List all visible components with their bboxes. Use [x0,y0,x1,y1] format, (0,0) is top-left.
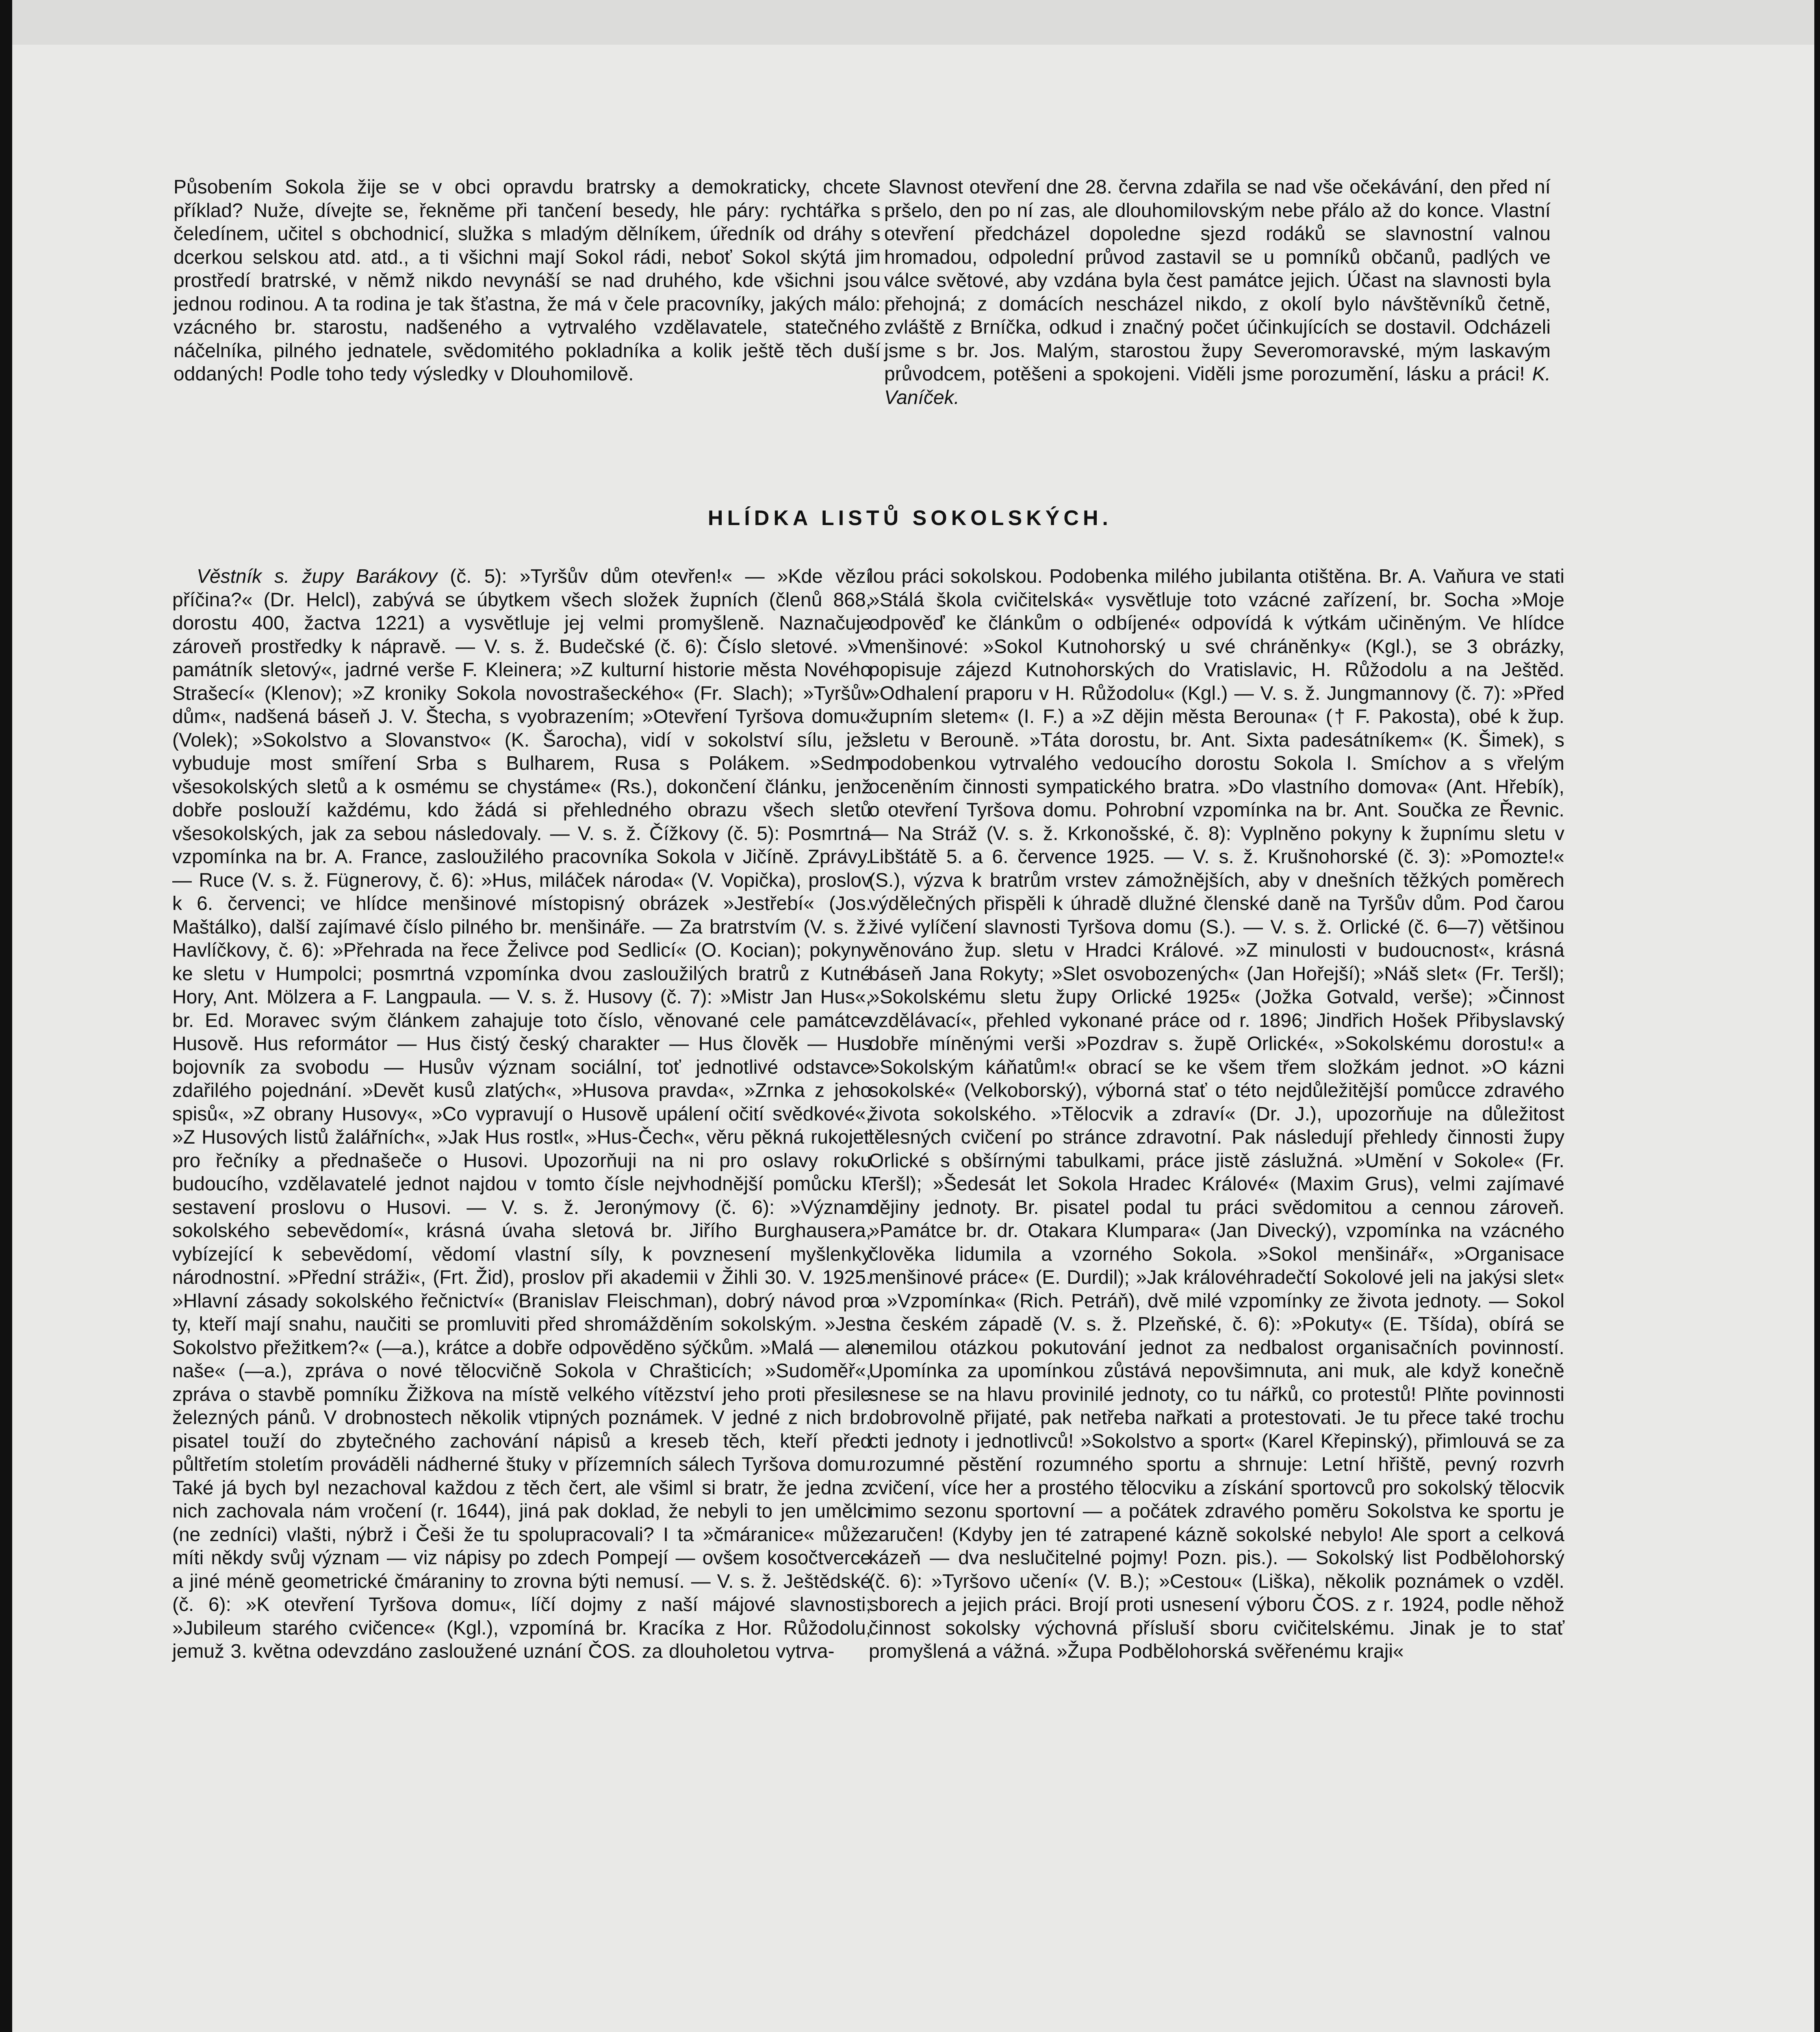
article-signature: K. Vaníček. [884,363,1551,408]
section-title: HLÍDKA LISTŮ SOKOLSKÝCH. [708,506,1112,530]
article-top-left-column [174,176,881,386]
page-right-edge [1814,0,1820,2032]
page-top-edge [0,0,1820,45]
main-left-column [172,565,871,1663]
main-left-text: (č. 5): »Tyršův dům otevřen!« — »Kde vězí příčina?« (Dr. Helcl), zabývá se úbytkem všech složek župních (členů 868, dorostu 400, žactva 1221) a vysvětluje jej velmi promyšleně. Naznačuje zároveň prostředky k nápravě. — V. s. ž. Budečské (č. 6): Číslo sletové. »V památník sletový«, jadrné verše F. Kleinera; »Z kulturní historie města Nového Strašecí« (Klenov); »Z kroniky Sokola novostrašeckého« (Fr. Slach); »Tyršův dům«, nadšená báseň J. V. Štecha, s vyobrazením; »Otevření Tyršova domu« (Volek); »Sokolstvo a Slovanstvo« (K. Šarocha), vidí v sokolství sílu, jež vybuduje most smíření Srba s Bulharem, Rusa s Polákem. »Sedm všesokolských sletů a k osmému se chystáme« (Rs.), dokončení článku, jenž dobře poslouží každému, kdo žádá si přehledného obrazu všech sletů všesokolských, jak za sebou následovaly. — V. s. ž. Čížkovy (č. 5): Posmrtná vzpomínka na br. A. France, zasloužilého pracovníka Sokola v Jičíně. Zprávy. — Ruce (V. s. ž. Fügnerovy, č. 6): »Hus, miláček národa« (V. Vopička), proslov k 6. červenci; ve hlídce menšinové místopisný obrázek »Jestřebí« (Jos. Maštálko), další zajímavé číslo pilného br. menšináře. — Za bratrstvím (V. s. ž. Havlíčkovy, č. 6): »Přehrada na řece Želivce pod Sedlicí« (O. Kocian); pokyny ke sletu v Humpolci; posmrtná vzpomínka dvou zasloužilých bratrů z Kutné Hory, Ant. Mölzera a F. Langpaula. — V. s. ž. Husovy (č. 7): »Mistr Jan Hus«, br. Ed. Moravec svým článkem zahajuje toto číslo, věnované cele památce Husově. Hus reformátor — Hus čistý český charakter — Hus člověk — Hus bojovník za svobodu — Husův význam sociální, toť jednotlivé odstavce zdařilého pojednání. »Devět kusů zlatých«, »Husova pravda«, »Zrnka z jeho spisů«, »Z obrany Husovy«, »Co vypravují o Husově upálení očití svědkové«, »Z Husových listů žalářních«, »Jak Hus rostl«, »Hus-Čech«, věru pěkná rukojeť pro řečníky a přednašeče o Husovi. Upozorňuji na ni pro oslavy roku budoucího, vzdělavatelé jednot najdou v tomto čísle nejvhodnější pomůcku k sestavení proslovu o Husovi. — V. s. ž. Jeronýmovy (č. 6): »Význam sokolského sebevědomí«, krásná úvaha sletová br. Jiřího Burghausera, vybízející k sebevědomí, vědomí vlastní síly, k povznesení myšlenky národnostní. »Přední stráži«, (Frt. Žid), proslov při akademii v Žihli 30. V. 1925. »Hlavní zásady sokolského řečnictví« (Branislav Fleischman), dobrý návod pro ty, kteří mají snahu, naučiti se promluviti před shromážděním sokolským. »Jest Sokolstvo přežitkem?« (—a.), krátce a dobře odpověděno sýčkům. »Malá — ale naše« (—a.), zpráva o nové tělocvičně Sokola v Chrašticích; »Sudoměř«, zpráva o stavbě pomníku Žižkova na místě velkého vítězství jeho proti přesile železných pánů. V drobnostech několik vtipných poznámek. V jedné z nich br. pisatel touží do zbytečného zachování nápisů a kreseb těch, kteří před půltřetím stoletím prováděli nádherné štuky v přízemních sálech Tyršova domu. Také já bych byl nezachoval každou z těch čert, ale všiml si bratr, že jedna z nich zachovala nám vročení (r. 1644), jiná pak doklad, že nebyli to jen umělci (ne zedníci) vlašti, nýbrž i Češi že tu spolupracovali? I ta »čmáranice« může míti někdy svůj význam — viz nápisy po zdech Pompejí — ovšem kosočtverce a jiné méně geometrické čmáraniny to zrovna býti nemusí. — V. s. ž. Ještědské (č. 6): »K otevření Tyršova domu«, líčí dojmy z naší májové slavnosti; »Jubileum starého cvičence« (Kgl.), vzpomíná br. Kracíka z Hor. Růžodolu, jemuž 3. května odevzdáno zasloužené uznání ČOS. za dlouholetou vytrva- [172,566,872,1662]
main-left-lead-title: Věstník s. župy Barákovy [197,566,438,587]
main-left-paragraph [172,565,871,1663]
article-top-left-text: Působením Sokola žije se v obci opravdu bratrsky a demokraticky, chcete příklad? Nuže, dívejte se, řekněme při tančení besedy, hle páry: rychtářka s čeledínem, učitel s obchodnicí, služka s mladým dělníkem, úředník od dráhy s dcerkou selskou atd. atd., a ti všichni mají Sokol rádi, neboť Sokol skýtá jim prostředí bratrské, v němž nikdo nevynáší se nad druhého, kde všichni jsou jednou rodinou. A ta rodina je tak šťastna, že má v čele pracovníky, jakých málo: vzácného br. starostu, nadšeného a vytrvalého vzdělavatele, statečného náčelníka, pilného jednatele, svědomitého pokladníka a kolik ještě těch duší oddaných! Podle toho tedy výsledky v Dlouhomilově. [174,176,881,385]
article-top-right-column [884,176,1551,409]
article-top-right-text: Slavnost otevření dne 28. června zdařila se nad vše očekávání, den před ní pršelo, den po ní zas, ale dlouhomilovským nebe přálo až do konce. Vlastní otevření předcházel dopoledne sjezd rodáků se slavnostní valnou hromadou, odpolední průvod zastavil se u pomníků občanů, padlých ve válce světové, aby vzdána byla čest památce jejich. Účast na slavnosti byla přehojná; z domácích nescházel nikdo, z okolí bylo návštěvníků četně, zvláště z Brníčka, odkud i značný počet účinkujících se dostavil. Odcházeli jsme s br. Jos. Malým, starostou župy Severomoravské, mým laskavým průvodcem, potěšeni a spokojeni. Viděli jsme porozumění, lásku a práci! [884,176,1551,385]
main-right-column [869,565,1564,1663]
page-left-edge [0,0,12,2032]
main-right-text: lou práci sokolskou. Podobenka milého jubilanta otištěna. Br. A. Vaňura ve stati »Stálá škola cvičitelská« vysvětluje toto vzácné zařízení, br. Socha »Moje odpověď ke článkům o odbíjené« odpovídá k výtkám učiněným. Ve hlídce menšinové: »Sokol Kutnohorský u své chráněnky« (Kgl.), se 3 obrázky, popisuje zájezd Kutnohorských do Vratislavic, H. Růžodolu a na Ještěd. »Odhalení praporu v H. Růžodolu« (Kgl.) — V. s. ž. Jungmannovy (č. 7): »Před župním sletem« (I. F.) a »Z dějin města Berouna« († F. Pakosta), obé k žup. sletu v Berouně. »Táta dorostu, br. Ant. Sixta padesátníkem« (K. Šimek), s podobenkou vytrvalého vedoucího dorostu Sokola I. Smíchov a s vřelým oceněním činnosti sympatického bratra. »Do vlastního domova« (Ant. Hřebík), o otevření Tyršova domu. Pohrobní vzpomínka na br. Ant. Součka ze Řevnic. — Na Stráž (V. s. ž. Krkonošské, č. 8): Vyplněno pokyny k župnímu sletu v Libštátě 5. a 6. července 1925. — V. s. ž. Krušnohorské (č. 3): »Pomozte!« (S.), výzva k bratrům vrstev zámožnějších, aby v dnešních těžkých poměrech výdělečných přispěli k úhradě dlužné členské daně na Tyršův dům. Pod čarou živé vylíčení slavnosti Tyršova domu (S.). — V. s. ž. Orlické (č. 6—7) většinou věnováno žup. sletu v Hradci Králové. »Z minulosti v budoucnost«, krásná báseň Jana Rokyty; »Slet osvobozených« (Jan Hořejší); »Náš slet« (Fr. Teršl); »Sokolskému sletu župy Orlické 1925« (Jožka Gotvald, verše); »Činnost vzdělávací«, přehled vykonané práce od r. 1896; Jindřich Hošek Přibyslavský dobře míněnými verši »Pozdrav s. župě Orlické«, »Sokolskému dorostu!« a »Sokolským káňatům!« obrací se ke všem třem složkám jednot. »O kázni sokolské« (Velkoborský), výborná stať o této nejdůležitější pomůcce zdravého života sokolského. »Tělocvik a zdraví« (Dr. J.), upozorňuje na důležitost tělesných cvičení po stránce zdravotní. Pak následují přehledy činnosti župy Orlické s obšírnými tabulkami, práce jistě záslužná. »Umění v Sokole« (Fr. Teršl); »Šedesát let Sokola Hradec Králové« (Maxim Grus), velmi zajímavé dějiny jednoty. Br. pisatel podal tu práci svědomitou a cennou zároveň. »Památce br. dr. Otakara Klumpara« (Jan Divecký), vzpomínka na vzácného člověka lidumila a vzorného Sokola. »Sokol menšinář«, »Organisace menšinové práce« (E. Durdil); »Jak královéhradečtí Sokolové jeli na jakýsi slet« a »Vzpomínka« (Rich. Petráň), dvě milé vzpomínky ze života jednoty. — Sokol na českém západě (V. s. ž. Plzeňské, č. 6): »Pokuty« (E. Tšída), obírá se nemilou otázkou pokutování jednot za nedbalost organisačních povinností. Upomínka za upomínkou zůstává nepovšimnuta, ani muk, ale když konečně snese se na hlavu provinilé jednoty, co tu nářků, co protestů! Plňte povinnosti dobrovolně přijaté, pak netřeba nařkati a protestovati. Je tu přece také trochu cti jednoty i jednotlivců! »Sokolstvo a sport« (Karel Křepinský), přimlouvá se za rozumné pěstění rozumného sportu a shrnuje: Letní hřiště, pevný rozvrh cvičení, více her a prostého tělocviku a získání sportovců pro sokolský tělocvik mimo sezonu sportovní — a počátek zdravého poměru Sokolstva ke sportu je zaručen! (Kdyby jen té zatrapené kázně sokolské nebylo! Ale sport a celková kázeň — dva neslučitelné pojmy! Pozn. pis.). — Sokolský list Podbělohorský (č. 6): »Tyršovo učení« (V. B.); »Cestou« (Liška), několik poznámek o vzděl. sborech a jejich práci. Brojí proti usnesení výboru ČOS. z r. 1924, podle něhož činnost sokolsky výchovná přísluší sboru cvičitelskému. Jinak je to stať promyšlená a vážná. »Župa Podbělohorská svěřenému kraji« [869,566,1564,1662]
article-top-right-paragraph [884,176,1551,409]
